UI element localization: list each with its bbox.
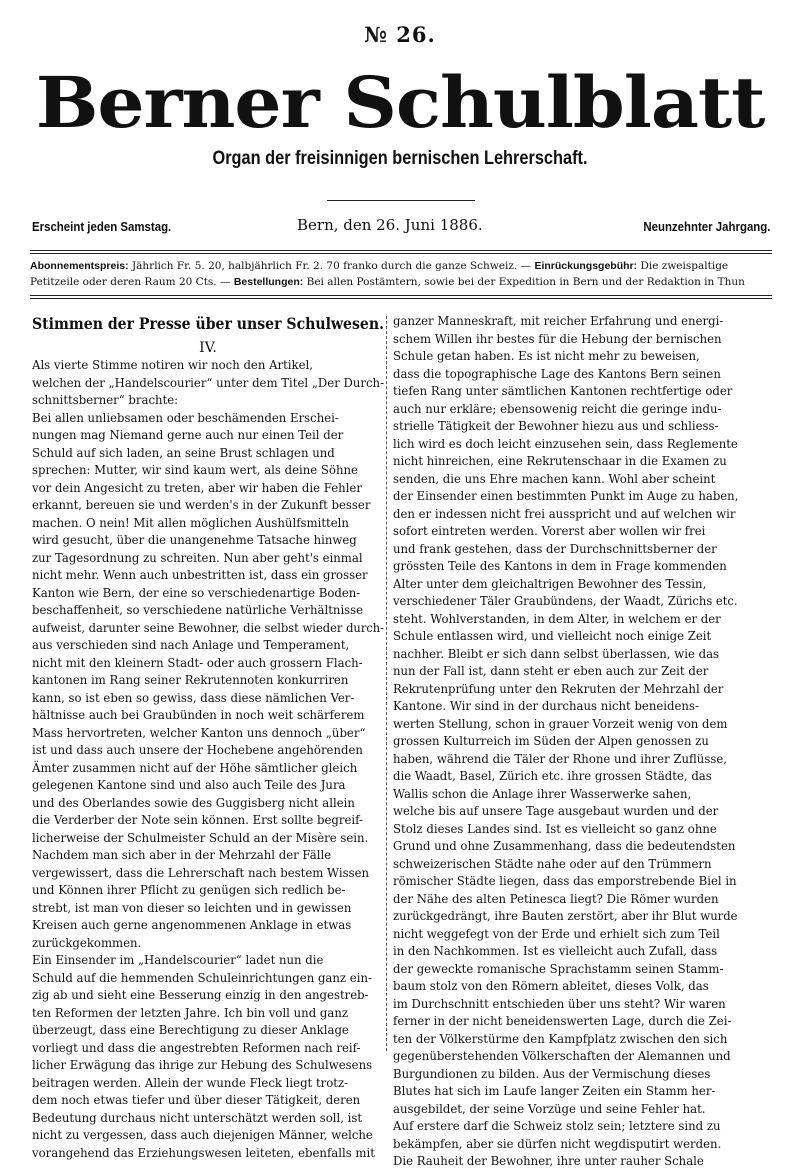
text-line: Burgundionen zu bilden. Aus der Vermischung dieses (393, 1066, 711, 1081)
text-line: nicht hinreichen, eine Rekrutenschaar in die Examen zu (393, 454, 727, 468)
text-line: die Waadt, Basel, Zürich etc. ihre grossen Städte, das (393, 769, 712, 783)
text-line: steht. Wohlverstanden, in dem Alter, in welchem er der (393, 611, 721, 626)
text-line: welche bis auf unsere Tage ausgebaut wurden und der (393, 804, 719, 818)
text-line: zurückgedrängt, ihre Bauten zerstört, aber ihr Blut wurde (393, 909, 738, 923)
text-line: und Können ihrer Pflicht zu genügen sich redlich be- (32, 883, 346, 897)
text-line: gegenüberstehenden Völkerschaften der Alemannen und (393, 1049, 731, 1063)
text-line: ten Reformen der letzten Jahre. Ich bin voll und ganz (32, 1005, 349, 1020)
text-line: nachher. Bleibt er sich dann selbst überlassen, wie das (393, 646, 720, 661)
text-line: und frank gestehen, dass der Durchschnittsberner der (393, 541, 717, 556)
text-line: Als vierte Stimme notiren wir noch den Artikel, (32, 358, 313, 372)
text-line: lich wird es doch leicht einzusehen sein, dass Reglemente (393, 436, 738, 451)
masthead-title: Berner Schulblatt (35, 61, 765, 144)
insertion-fee-text: Die zweispaltige (637, 260, 729, 272)
text-line: Kanton wie Bern, der eine so verschiedenartige Boden- (32, 585, 361, 600)
text-line: senden, die uns Ehre machen kann. Wohl aber scheint (393, 471, 716, 486)
text-line: schnittsberner“ brachte: (32, 393, 179, 407)
text-line: Schule getan haben. Es ist nicht mehr zu beweisen, (393, 349, 700, 363)
text-line: Nachdem man sich aber in der Mehrzahl der Fälle (32, 848, 332, 862)
text-line: kantonen im Rang seiner Rekrutennoten konkurriren (32, 673, 349, 687)
article-column-right (393, 313, 738, 1171)
text-line: Wallis schon die Anlage ihrer Wasserwerke sahen, (393, 786, 692, 801)
subscription-line (30, 274, 772, 290)
text-line: Bedeutung durchaus nicht unterschätzt werden soll, ist (32, 1110, 363, 1125)
text-line: der Einsender einen bestimmten Punkt im Auge zu haben, (393, 489, 739, 503)
text-line: nun der Fall ist, dann steht er eben auch zur Zeit der (393, 664, 709, 678)
dateline (32, 216, 770, 238)
text-line: Kantone. Wir sind in der durchaus nicht beneidens- (393, 699, 699, 713)
top-rule (30, 250, 772, 254)
text-line: gelegenen Kantone sind und also auch Teile des Jura (32, 778, 346, 792)
column-divider (386, 316, 387, 1051)
text-line: überzeugt, dass eine Berechtigung zu dieser Anklage (32, 1023, 349, 1037)
article-title: Stimmen der Presse über unser Schulwesen. (32, 314, 384, 333)
article-column-left (32, 357, 384, 1162)
text-line: aus verschieden sind nach Anlage und Temperament, (32, 638, 350, 652)
text-line: verschiedener Täler Graubündens, der Waadt, Zürichs etc. (393, 594, 738, 608)
text-line: der Nähe des alten Petinesca liegt? Die Römer wurden (393, 891, 719, 906)
text-line: sofort eintreten werden. Vorerst aber wollen wir frei (393, 524, 706, 538)
text-line: ten der Völkerstürme den Kampfplatz zwischen den sich (393, 1031, 728, 1046)
text-line: den er indessen nicht frei ausspricht und auf welchen wir (393, 506, 736, 521)
text-line: Schuld auf die hemmenden Schuleinrichtungen ganz ein- (32, 970, 372, 985)
text-line: zur Tagesordnung zu schreiten. Nun aber geht's einmal (32, 550, 363, 565)
insertion-fee-label: Einrückungsgebühr: (534, 260, 638, 272)
text-line: zurückgekommen. (32, 935, 142, 950)
text-line: nicht mehr. Wenn auch unbestritten ist, dass ein grosser (32, 568, 368, 582)
text-line: beitragen werden. Allein der wunde Fleck liegt trotz- (32, 1075, 349, 1090)
text-line: vorliegt und dass die angestrebten Reformen nach reif- (32, 1040, 361, 1055)
insertion-fee-text-cont: Petitzeile oder deren Raum 20 Cts. — (30, 276, 234, 288)
text-line: dem noch etwas tiefer und über dieser Tätigkeit, deren (32, 1093, 361, 1107)
text-line: Rekrutenprüfung unter den Rekruten der Mehrzahl der (393, 681, 724, 696)
text-line: beschaffenheit, so verschiedene natürliche Verhältnisse (32, 603, 364, 617)
bottom-rule (30, 295, 772, 299)
text-line: grossen Kulturreich im Süden der Alpen genossen zu (393, 734, 709, 748)
text-line: sprechen: Mutter, wir sind kaum wert, als deine Söhne (32, 463, 358, 477)
text-line: Schuld auf sich laden, an seine Brust schlagen und (32, 445, 335, 460)
orders-label: Bestellungen: (233, 276, 304, 288)
text-line: Schule entlassen wird, und vielleicht noch einige Zeit (393, 629, 712, 643)
text-line: dass die topographische Lage des Kantons Bern seinen (393, 366, 721, 381)
text-line: Kreisen auch gerne angenommenen Anklage in etwas (32, 918, 352, 932)
text-line: licherweise der Schulmeister Schuld an der Misère sein. (32, 830, 369, 845)
text-line: tiefen Rang unter sämtlichen Kantonen rechtfertige oder (393, 384, 733, 398)
text-line: Ein Einsender im „Handelscourier“ ladet nun die (32, 953, 324, 967)
text-line: bekämpfen, aber sie dürfen nicht wegdisputirt werden. (393, 1136, 722, 1151)
text-line: im Durchschnitt entschieden über uns steht? Wir waren (393, 996, 726, 1011)
text-line: der geweckte romanische Sprachstamm seinen Stamm- (393, 961, 724, 976)
text-line: Blutes hat sich im Laufe langer Zeiten ein Stamm her- (393, 1084, 716, 1098)
text-line: ganzer Manneskraft, mit reicher Erfahrung und energi- (393, 314, 724, 328)
text-line: kann, so ist eben so gewiss, dass diese nämlichen Ver- (32, 690, 355, 705)
text-line: nicht mit den kleinern Stadt- oder auch grossern Flach- (32, 655, 363, 670)
text-line: aufweist, darunter seine Bewohner, die selbst wieder durch- (32, 620, 385, 635)
text-line: nicht weggefegt von der Erde und erhielt sich zum Teil (393, 926, 720, 941)
text-line: wird gesucht, über die unangenehme Tatsache hinweg (32, 533, 357, 547)
text-line: haben, während die Täler der Rhone und ihrer Zuflüsse, (393, 751, 727, 766)
text-line: erkannt, bereuen sie und werden's in der Zukunft besser (32, 498, 371, 512)
text-line: ferner in der nicht beneidenswerten Lage, durch die Zei- (393, 1014, 732, 1028)
text-line: ausgebildet, der seine Vorzüge und seine Fehler hat. (393, 1101, 706, 1116)
text-line: Stolz dieses Landes sind. Ist es vielleicht so ganz ohne (393, 821, 717, 836)
text-line: Bei allen unliebsamen oder beschämenden Erschei- (32, 410, 339, 425)
publication-frequency: Erscheint jeden Samstag. (32, 219, 172, 234)
text-line: vergewissert, dass die Lehrerschaft nach bestem Wissen (32, 865, 370, 880)
issue-number: № 26. (364, 22, 436, 47)
text-line: römischer Städte liegen, dass das emporstrebende Biel in (393, 874, 737, 888)
text-line: grössten Teile des Kantons in dem in Frage kommenden (393, 559, 727, 573)
header-divider (327, 200, 475, 201)
volume-year: Neunzehnter Jahrgang. (642, 219, 770, 234)
text-line: Auf erstere darf die Schweiz stolz sein; letztere sind zu (393, 1119, 721, 1133)
text-line: strielle Tätigkeit der Bewohner hiezu aus und schliess- (393, 419, 719, 433)
text-line: Die Rauheit der Bewohner, ihre unter rauher Schale (393, 1154, 704, 1168)
text-line: schweizerischen Städte nahe oder auf den Trümmern (393, 856, 712, 871)
text-line: Alter unter dem gleichaltrigen Bewohner des Tessin, (393, 576, 707, 591)
text-line: Grund und ohne Zusammenhang, dass die bedeutendsten (393, 839, 736, 853)
text-line: zig ab und sieht eine Besserung einzig in den angestreb- (32, 988, 369, 1002)
text-line: die Verderber der Note sein können. Erst sollte begreif- (32, 813, 363, 827)
text-line: nicht zu vergessen, dass auch diejenigen Männer, welche (32, 1128, 373, 1142)
text-line: hältnisse auch bei Graubünden in noch weit schärferem (32, 708, 365, 722)
text-line: nungen mag Niemand gerne auch nur einen Teil der (32, 428, 344, 442)
text-line: strebt, ist man von dieser so leichten und in gewissen (32, 900, 352, 915)
text-line: auch nur erkläre; ebensowenig reicht die geringe indu- (393, 401, 722, 416)
text-line: Ämter zusammen nicht auf der Höhe sämtlicher gleich (32, 760, 358, 775)
text-line: vorangehend das Erziehungswesen leiteten, ebenfalls mit (32, 1145, 375, 1160)
subscription-line (30, 258, 772, 274)
orders-text: Bei allen Postämtern, sowie bei der Expedition in Bern und der Redaktion in Thun (303, 276, 745, 288)
subscription-price-text: Jährlich Fr. 5. 20, halbjährlich Fr. 2. 70 franko durch die ganze Schweiz. — (128, 260, 535, 272)
subscription-price-label: Abonnementspreis: (30, 260, 129, 272)
text-line: und des Oberlandes sowie des Guggisberg nicht allein (32, 795, 355, 810)
text-line: licher Erwägung das ihrige zur Hebung des Schulwesens (32, 1058, 373, 1072)
text-line: welchen der „Handelscourier“ unter dem Titel „Der Durch- (32, 375, 385, 390)
text-line: vor dein Angesicht zu treten, aber wir haben die Fehler (32, 480, 362, 495)
publication-date: Bern, den 26. Juni 1886. (297, 216, 483, 234)
section-number: IV. (199, 340, 217, 356)
text-line: ist und dass auch unsere der Hochebene angehörenden (32, 743, 363, 757)
subscription-info (30, 258, 772, 290)
text-line: baum stolz von den Römern ableitet, dieses Volk, das (393, 979, 709, 993)
text-line: in den Nachkommen. Ist es vielleicht auch Zufall, dass (393, 944, 718, 958)
text-line: Mass hervortreten, welcher Kanton uns dennoch „über“ (32, 725, 366, 740)
text-line: werten Stellung, schon in grauer Vorzeit wenig von dem (393, 716, 728, 731)
masthead-subtitle: Organ der freisinnigen bernischen Lehrerschaft. (212, 148, 588, 169)
text-line: machen. O nein! Mit allen möglichen Aushülfsmitteln (32, 515, 349, 530)
text-line: schem Willen ihr bestes für die Hebung der bernischen (393, 331, 722, 346)
